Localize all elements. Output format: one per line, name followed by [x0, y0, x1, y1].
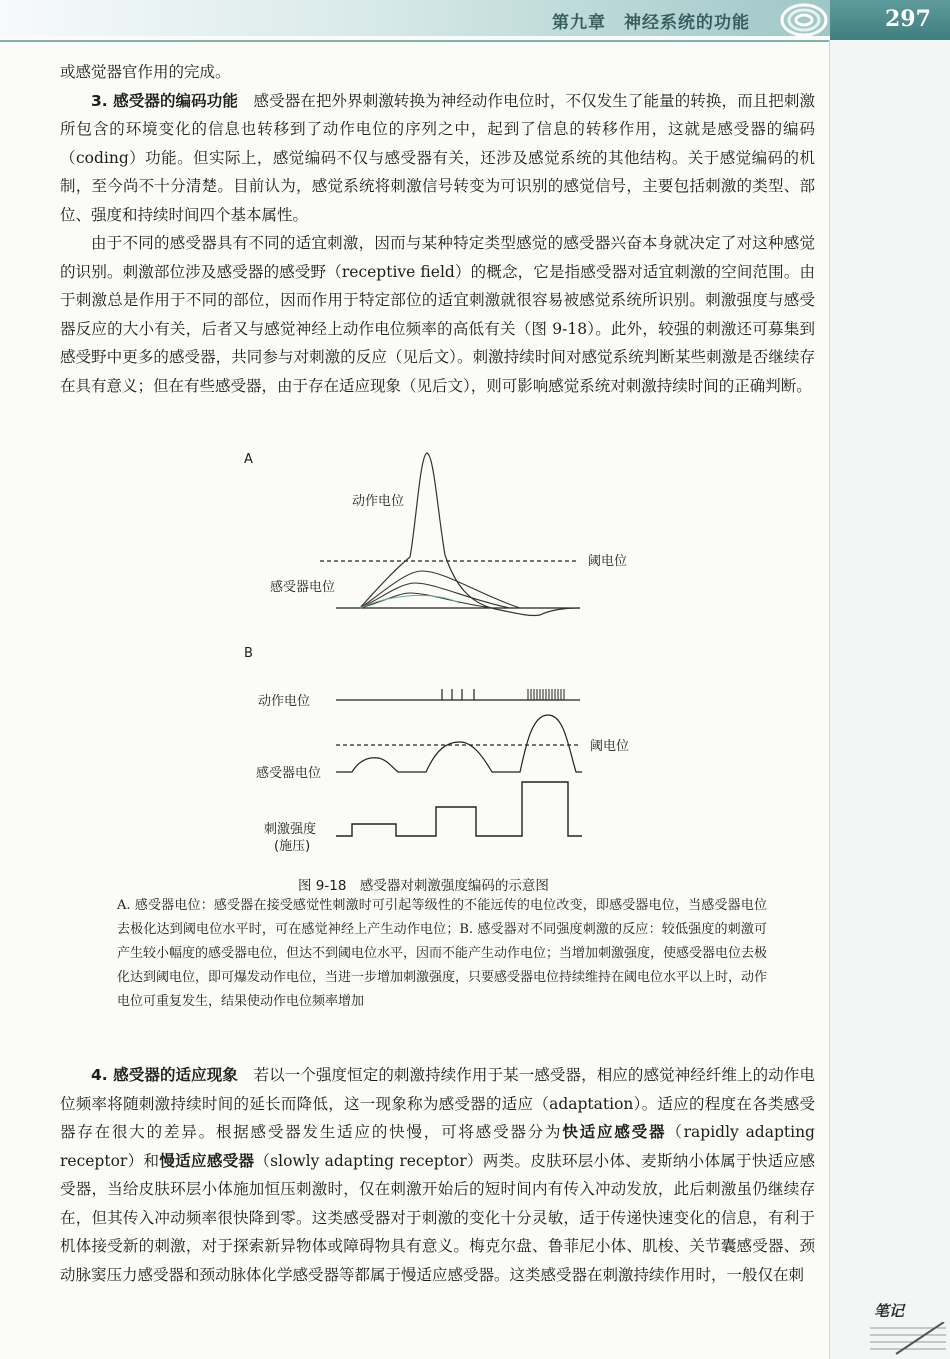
panel-b-receptor-potential-trace [336, 715, 582, 772]
panel-a-label: A [244, 452, 253, 467]
paragraph-encoding-text: 感受器在把外界刺激转换为神经动作电位时，不仅发生了能量的转换，而且把刺激所包含的环境变化的信息也转移到了动作电位的序列之中，起到了信息的转移作用，这就是感受器的编码（coding）功能。但实际上，感觉编码不仅与感受器有关，还涉及感觉系统的其他结构。关于感觉编码的机制，至今尚不十分清楚。目前认为，感觉系统将刺激信号转变为可识别的感觉信号，主要包括刺激的类型、部位、强度和持续时间四个基本属性。 [60, 91, 815, 224]
chapter-title: 第九章 神经系统的功能 [552, 13, 750, 33]
chapter-swirl-icon [778, 0, 830, 40]
paragraph-adaptation [60, 1061, 815, 1289]
spike-train-high [528, 689, 564, 700]
paragraph-adaptation-part1: 若以一个强度恒定的刺激持续作用于某一感受器，相应的感觉神经纤维上的动作电位频率将随刺激持续时间的延长而降低，这一现象称为感受器的适应（adaptation）。适应的程度在各类感受器存在很大的差异。根据感受器发生适应的快慢，可将感受器分为 [60, 1066, 815, 1141]
body-lower [60, 1061, 815, 1289]
paragraph-adaptation-part2: （rapidly adapting receptor）和 [60, 1123, 815, 1170]
receptor-potential-curve-large [360, 571, 520, 608]
figure-legend-block [117, 894, 767, 1014]
panel-a-threshold-label: 阈电位 [588, 554, 628, 569]
notes-lines-icon [866, 1322, 946, 1358]
panel-b-threshold-label: 阈电位 [590, 739, 630, 754]
margin-divider [829, 40, 830, 1359]
panel-b-label: B [244, 646, 253, 661]
stimulus-intensity-label: 刺激强度 [264, 822, 317, 837]
spike-train-low [442, 689, 474, 700]
body-upper [60, 58, 815, 400]
stimulus-pressure-label: (施压) [274, 839, 311, 854]
notes-label: 笔记 [874, 1302, 905, 1320]
paragraph-continued: 或感觉器官作用的完成。 [60, 63, 231, 81]
notes-box [864, 1300, 950, 1359]
term-slow-adapting: 慢适应感受器 [159, 1151, 255, 1170]
paragraph-adaptation-part3: （slowly adapting receptor）两类。皮肤环层小体、麦斯纳小体属于快适应感受器，当给皮肤环层小体施加恒压刺激时，仅在刺激开始后的短时间内有传入冲动发放，此后刺激虽仍继续存在，但其传入冲动频率很快降到零。这类感受器对于刺激的变化十分灵敏，适于传递快速变化的信息，有利于机体接受新的刺激，对于探索新异物体或障碍物具有意义。梅克尔盘、鲁菲尼小体、肌梭、关节囊感受器、颈动脉窦压力感受器和颈动脉体化学感受器等都属于慢适应感受器。这类感受器在刺激持续作用时，一般仅在刺 [60, 1151, 815, 1284]
term-fast-adapting: 快适应感受器 [562, 1123, 667, 1141]
panel-a-action-potential-label: 动作电位 [352, 494, 405, 509]
paragraph-encoding [60, 87, 815, 230]
figure-9-18 [230, 445, 650, 870]
panel-a-receptor-potential-label: 感受器电位 [270, 580, 336, 595]
header-rule [0, 40, 830, 42]
panel-b-action-potential-label: 动作电位 [258, 694, 311, 709]
figure-caption-title: 图 9-18 感受器对刺激强度编码的示意图 [298, 878, 549, 894]
section-heading-encoding: 3. 感受器的编码功能 [91, 91, 238, 110]
action-potential-curve [360, 453, 580, 616]
page-number: 297 [885, 6, 931, 32]
panel-b-receptor-potential-label: 感受器电位 [256, 766, 322, 781]
figure-legend: A. 感受器电位：感受器在接受感觉性刺激时可引起等级性的不能远传的电位改变，即感受器电位，当感受器电位去极化达到阈电位水平时，可在感觉神经上产生动作电位；B. 感受器对不同强度刺激的反应：较低强度的刺激可产生较小幅度的感受器电位，但达不到阈电位水平，因而不能产生动作电位；当增加刺激强度，使感受器电位去极化达到阈电位，即可爆发动作电位，当进一步增加刺激强度，只要感受器电位持续维持在阈电位水平以上时，动作电位可重复发生，结果使动作电位频率增加 [117, 898, 768, 1009]
paragraph-stimulus-attributes: 由于不同的感受器具有不同的适宜刺激，因而与某种特定类型感觉的感受器兴奋本身就决定了对这种感觉的识别。刺激部位涉及感受器的感受野（receptive field）的概念，它是指感受器对适宜刺激的空间范围。由于刺激总是作用于不同的部位，因而作用于特定部位的适宜刺激就很容易被感觉系统所识别。刺激强度与感受器反应的大小有关，后者又与感觉神经上动作电位频率的高低有关（图 9-18）。此外，较强的刺激还可募集到感受野中更多的感受器，共同参与对刺激的反应（见后文）。刺激持续时间对感觉系统判断某些刺激是否继续存在具有意义；但在有些感受器，由于存在适应现象（见后文），则可影响感觉系统对刺激持续时间的正确判断。 [60, 234, 815, 395]
stimulus-step-trace [336, 782, 582, 836]
section-heading-adaptation: 4. 感受器的适应现象 [91, 1066, 238, 1084]
notes-margin [830, 40, 950, 1359]
